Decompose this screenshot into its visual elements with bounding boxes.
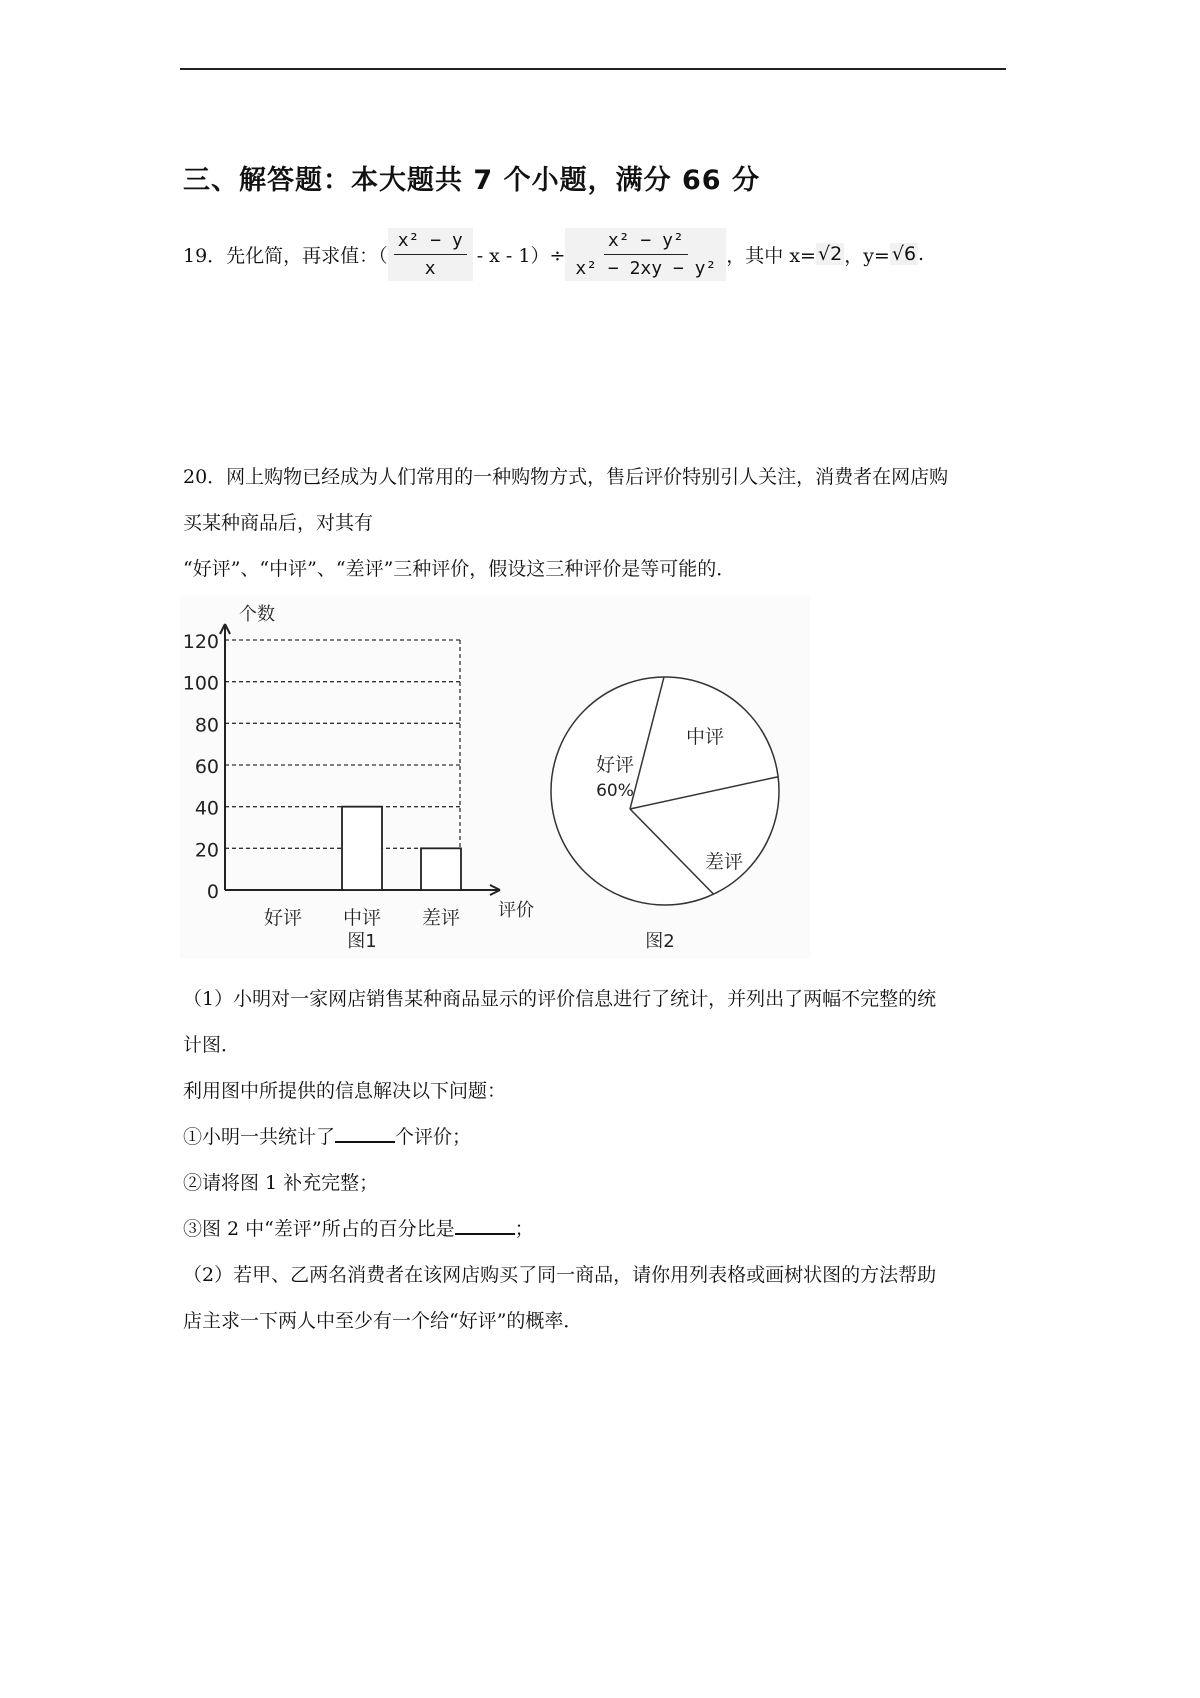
y-tick-label: 80 [194, 714, 219, 737]
y-tick-label: 60 [194, 756, 219, 778]
q20-part2-line-2: 店主求一下两人中至少有一个给“好评”的概率． [183, 1310, 583, 1332]
answer-blank-2[interactable] [455, 1233, 515, 1235]
slice-percent-haoping: 60% [596, 781, 634, 801]
q19-mid: - x - 1）÷ [476, 244, 566, 267]
q19-fraction-2 [565, 228, 726, 281]
figure-2-label: 图2 [645, 931, 675, 952]
q20-part1-line-1: （1）小明对一家网店销售某种商品显示的评价信息进行了统计，并列出了两幅不完整的统 [183, 988, 937, 1010]
y-tick-label: 120 [182, 631, 219, 653]
fraction-1-denominator: x [424, 257, 436, 279]
section-title: 三、解答题：本大题共 7 个小题，满分 66 分 [183, 165, 760, 196]
q19-suffix-b: ，y= [844, 244, 890, 267]
y-value: √6 [891, 243, 917, 265]
slice-label-zhongping: 中评 [685, 726, 725, 748]
q20-sub-3 [183, 1214, 534, 1241]
charts-svg [180, 596, 810, 958]
bar-chart-fig1 [183, 604, 534, 952]
fraction-2-numerator: x² − y² [604, 230, 688, 255]
bar-差评 [421, 848, 461, 890]
header-rule [180, 68, 1006, 70]
x-tick-label: 差评 [421, 907, 461, 929]
fraction-2-denominator: x² − 2xy − y² [575, 257, 717, 279]
sub-1-text-b: 个评价； [395, 1126, 472, 1148]
q20-line-1: 20．网上购物已经成为人们常用的一种购物方式，售后评价特别引人关注，消费者在网店购 [183, 466, 949, 488]
y-tick-label: 0 [206, 881, 219, 903]
sub-3-text-a: ③图 2 中“差评”所占的百分比是 [183, 1218, 455, 1240]
figure-1-label: 图1 [347, 931, 377, 952]
sub-1-text-a: ①小明一共统计了 [183, 1126, 336, 1148]
x-value: √2 [817, 243, 843, 265]
q20-line-3: “好评”、“中评”、“差评”三种评价，假设这三种评价是等可能的． [183, 558, 736, 580]
x-tick-label: 好评 [263, 907, 303, 929]
sub-3-text-b: ； [514, 1218, 534, 1240]
answer-blank-1[interactable] [335, 1141, 395, 1143]
question-19 [183, 224, 924, 284]
y-tick-label: 40 [194, 797, 219, 820]
bar-中评 [342, 807, 382, 890]
q19-end: . [918, 243, 925, 265]
x-tick-label: 中评 [342, 907, 382, 929]
q20-line-2: 买某种商品后，对其有 [183, 512, 374, 534]
slice-label-haoping: 好评 [595, 754, 635, 776]
q20-sub-2: ②请将图 1 补充完整； [183, 1172, 379, 1194]
fraction-1-numerator: x² − y [394, 230, 467, 255]
y-tick-label: 100 [182, 672, 219, 695]
q19-prefix: 19．先化简，再求值：（ [183, 244, 388, 267]
q20-part1-line-2: 计图． [183, 1034, 241, 1056]
q20-part1-line-3: 利用图中所提供的信息解决以下问题： [183, 1080, 507, 1102]
slice-label-chaping: 差评 [704, 851, 744, 873]
y-tick-label: 20 [194, 839, 219, 862]
q19-suffix-a: ，其中 x= [726, 244, 816, 267]
pie-chart-fig2 [551, 677, 779, 952]
figure-charts [180, 596, 810, 958]
q20-sub-1 [183, 1122, 471, 1149]
x-axis-label: 评价 [498, 900, 534, 921]
q19-fraction-1 [388, 228, 473, 281]
y-axis-label: 个数 [239, 604, 275, 625]
pie-outline [551, 677, 779, 905]
q20-part2-line-1: （2）若甲、乙两名消费者在该网店购买了同一商品，请你用列表格或画树状图的方法帮助 [183, 1264, 937, 1286]
